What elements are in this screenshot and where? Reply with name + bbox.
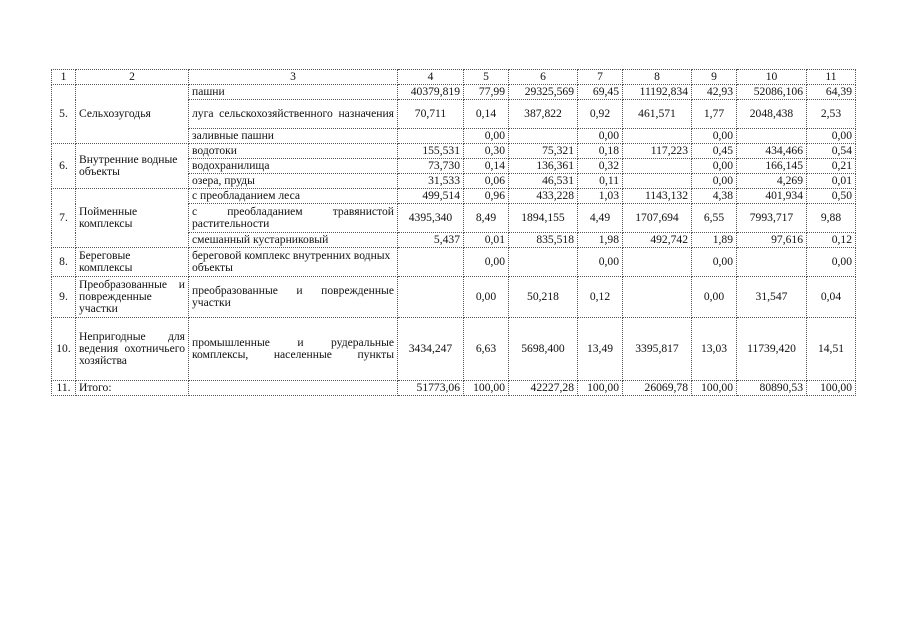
column-number-header-row: [52, 70, 856, 85]
type-cell: луга сельскохозяйственного назначения: [189, 100, 398, 129]
percent-cell: 4,38: [692, 189, 737, 204]
table-row: [52, 318, 856, 381]
percent-cell: 0,18: [578, 144, 623, 159]
area-cell: 434,466: [737, 144, 807, 159]
area-cell: 73,730: [398, 159, 464, 174]
area-cell: 401,934: [737, 189, 807, 204]
area-cell: [623, 277, 692, 318]
table-row: [52, 85, 856, 100]
area-cell: [737, 129, 807, 144]
area-cell: [623, 174, 692, 189]
type-cell: водохранилища: [189, 159, 398, 174]
area-cell: 461,571: [623, 100, 692, 129]
area-cell: [623, 129, 692, 144]
header-cell: 10: [737, 70, 807, 85]
empty-cell: [189, 381, 398, 396]
area-cell: 70,711: [398, 100, 464, 129]
percent-cell: 69,45: [578, 85, 623, 100]
percent-cell: 0,00: [692, 129, 737, 144]
percent-cell: 6,55: [692, 204, 737, 233]
percent-cell: 0,32: [578, 159, 623, 174]
percent-cell: 0,50: [807, 189, 856, 204]
total-area-cell: 42227,28: [509, 381, 578, 396]
area-cell: 835,518: [509, 233, 578, 248]
area-cell: 5698,400: [509, 318, 578, 381]
percent-cell: 1,77: [692, 100, 737, 129]
percent-cell: 2,53: [807, 100, 856, 129]
group-number-cell: 10.: [52, 318, 76, 381]
group-name-cell: Непригодные для ведения охотничьего хозяйства: [76, 318, 189, 381]
type-cell: водотоки: [189, 144, 398, 159]
area-cell: 97,616: [737, 233, 807, 248]
percent-cell: 77,99: [464, 85, 509, 100]
percent-cell: 0,54: [807, 144, 856, 159]
percent-cell: 0,00: [807, 248, 856, 277]
percent-cell: 0,00: [692, 174, 737, 189]
area-cell: 1707,694: [623, 204, 692, 233]
total-area-cell: 26069,78: [623, 381, 692, 396]
total-percent-cell: 100,00: [578, 381, 623, 396]
group-number-cell: 8.: [52, 248, 76, 277]
percent-cell: 1,03: [578, 189, 623, 204]
total-area-cell: 51773,06: [398, 381, 464, 396]
header-cell: 6: [509, 70, 578, 85]
table-body: [52, 70, 856, 396]
area-cell: 2048,438: [737, 100, 807, 129]
land-statistics-table: [51, 69, 856, 396]
area-cell: 166,145: [737, 159, 807, 174]
percent-cell: 0,00: [578, 248, 623, 277]
total-row: [52, 381, 856, 396]
percent-cell: 0,04: [807, 277, 856, 318]
percent-cell: 1,98: [578, 233, 623, 248]
type-cell: с преобладанием леса: [189, 189, 398, 204]
percent-cell: 0,12: [578, 277, 623, 318]
area-cell: 136,361: [509, 159, 578, 174]
percent-cell: 0,92: [578, 100, 623, 129]
group-number-cell: 9.: [52, 277, 76, 318]
area-cell: 11192,834: [623, 85, 692, 100]
table-row: [52, 189, 856, 204]
total-number-cell: 11.: [52, 381, 76, 396]
header-cell: 2: [76, 70, 189, 85]
type-cell: заливные пашни: [189, 129, 398, 144]
area-cell: 387,822: [509, 100, 578, 129]
group-name-cell: Пойменные комплексы: [76, 189, 189, 248]
area-cell: [623, 248, 692, 277]
type-cell: пашни: [189, 85, 398, 100]
area-cell: [509, 248, 578, 277]
area-cell: 1143,132: [623, 189, 692, 204]
percent-cell: 4,49: [578, 204, 623, 233]
percent-cell: 0,00: [464, 129, 509, 144]
percent-cell: 0,01: [464, 233, 509, 248]
percent-cell: 0,00: [464, 277, 509, 318]
total-area-cell: 80890,53: [737, 381, 807, 396]
type-cell: промышленные и рудеральные комплексы, населенные пункты: [189, 318, 398, 381]
percent-cell: 0,00: [464, 248, 509, 277]
group-number-cell: 7.: [52, 189, 76, 248]
area-cell: 7993,717: [737, 204, 807, 233]
area-cell: 3395,817: [623, 318, 692, 381]
percent-cell: 0,00: [578, 129, 623, 144]
area-cell: 31,547: [737, 277, 807, 318]
type-cell: береговой комплекс внутренних водных объекты: [189, 248, 398, 277]
total-percent-cell: 100,00: [692, 381, 737, 396]
area-cell: [737, 248, 807, 277]
area-cell: 31,533: [398, 174, 464, 189]
percent-cell: 0,30: [464, 144, 509, 159]
percent-cell: 0,06: [464, 174, 509, 189]
percent-cell: 13,49: [578, 318, 623, 381]
percent-cell: 0,14: [464, 100, 509, 129]
area-cell: 46,531: [509, 174, 578, 189]
percent-cell: 0,01: [807, 174, 856, 189]
type-cell: смешанный кустарниковый: [189, 233, 398, 248]
area-cell: 4,269: [737, 174, 807, 189]
area-cell: 50,218: [509, 277, 578, 318]
percent-cell: 8,49: [464, 204, 509, 233]
header-cell: 3: [189, 70, 398, 85]
area-cell: 433,228: [509, 189, 578, 204]
percent-cell: 0,00: [692, 248, 737, 277]
percent-cell: 0,00: [692, 159, 737, 174]
area-cell: [398, 277, 464, 318]
group-name-cell: Сельхозугодья: [76, 85, 189, 144]
type-cell: озера, пруды: [189, 174, 398, 189]
table-row: [52, 248, 856, 277]
area-cell: 75,321: [509, 144, 578, 159]
area-cell: 11739,420: [737, 318, 807, 381]
area-cell: 499,514: [398, 189, 464, 204]
total-label-cell: Итого:: [76, 381, 189, 396]
percent-cell: 0,21: [807, 159, 856, 174]
area-cell: 40379,819: [398, 85, 464, 100]
type-cell: преобразованные и поврежденные участки: [189, 277, 398, 318]
total-percent-cell: 100,00: [807, 381, 856, 396]
header-cell: 8: [623, 70, 692, 85]
percent-cell: 14,51: [807, 318, 856, 381]
type-cell: с преобладанием травянистой растительности: [189, 204, 398, 233]
area-cell: 492,742: [623, 233, 692, 248]
group-name-cell: Береговые комплексы: [76, 248, 189, 277]
table-row: [52, 144, 856, 159]
area-cell: 4395,340: [398, 204, 464, 233]
area-cell: 117,223: [623, 144, 692, 159]
percent-cell: 0,00: [692, 277, 737, 318]
area-cell: 155,531: [398, 144, 464, 159]
header-cell: 1: [52, 70, 76, 85]
percent-cell: 6,63: [464, 318, 509, 381]
group-number-cell: 5.: [52, 85, 76, 144]
area-cell: [398, 129, 464, 144]
percent-cell: 13,03: [692, 318, 737, 381]
percent-cell: 42,93: [692, 85, 737, 100]
percent-cell: 0,96: [464, 189, 509, 204]
area-cell: 29325,569: [509, 85, 578, 100]
percent-cell: 0,14: [464, 159, 509, 174]
header-cell: 4: [398, 70, 464, 85]
total-percent-cell: 100,00: [464, 381, 509, 396]
table-row: [52, 277, 856, 318]
percent-cell: 64,39: [807, 85, 856, 100]
header-cell: 5: [464, 70, 509, 85]
area-cell: [398, 248, 464, 277]
group-name-cell: Преобразованные и поврежденные участки: [76, 277, 189, 318]
percent-cell: 0,11: [578, 174, 623, 189]
area-cell: [623, 159, 692, 174]
percent-cell: 1,89: [692, 233, 737, 248]
header-cell: 7: [578, 70, 623, 85]
area-cell: 5,437: [398, 233, 464, 248]
header-cell: 11: [807, 70, 856, 85]
group-name-cell: Внутренние водные объекты: [76, 144, 189, 189]
area-cell: 52086,106: [737, 85, 807, 100]
group-number-cell: 6.: [52, 144, 76, 189]
percent-cell: 9,88: [807, 204, 856, 233]
area-cell: 3434,247: [398, 318, 464, 381]
percent-cell: 0,00: [807, 129, 856, 144]
area-cell: [509, 129, 578, 144]
percent-cell: 0,12: [807, 233, 856, 248]
percent-cell: 0,45: [692, 144, 737, 159]
header-cell: 9: [692, 70, 737, 85]
area-cell: 1894,155: [509, 204, 578, 233]
